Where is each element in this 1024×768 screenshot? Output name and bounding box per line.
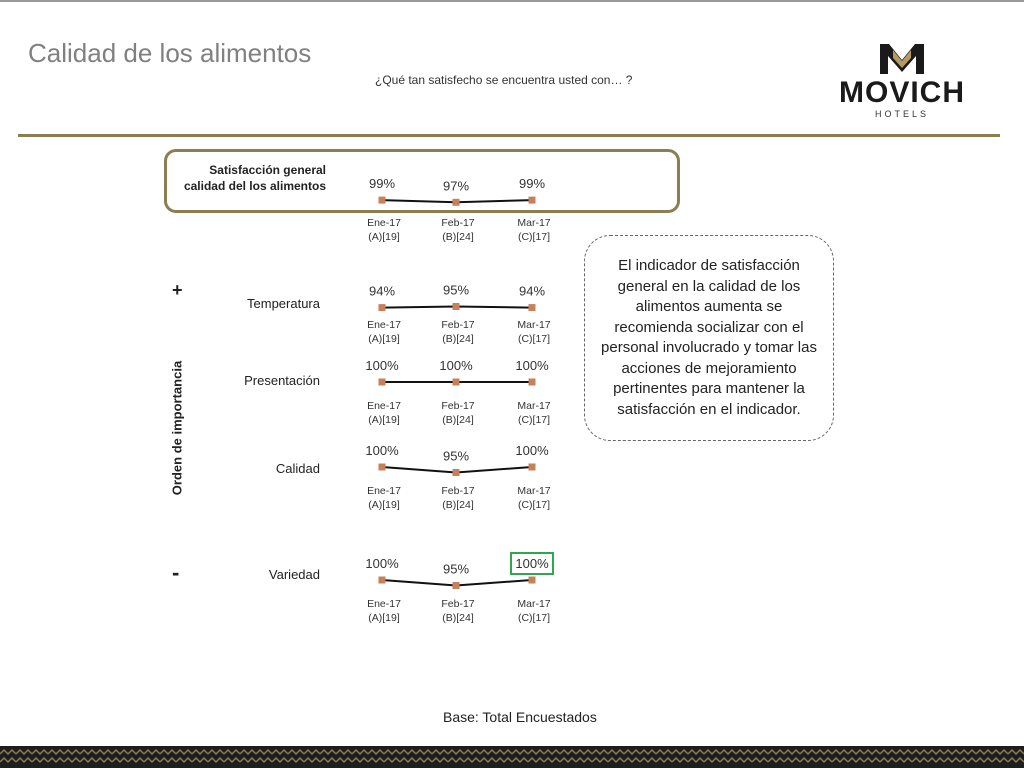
data-label-2-1: 100% <box>439 358 473 373</box>
question-subtitle: ¿Qué tan satisfecho se encuentra usted con… ? <box>375 73 633 87</box>
data-label-4-0: 100% <box>365 556 399 571</box>
tick-label-2-2-sample: (C)[17] <box>517 414 551 426</box>
tick-label-1-2-month: Mar-17 <box>517 319 551 331</box>
row-label-calidad: Calidad <box>275 461 320 476</box>
tick-label-3-0-sample: (A)[19] <box>368 499 400 511</box>
tick-label-2-1-month: Feb-17 <box>441 400 475 412</box>
data-point-3-1 <box>453 469 460 476</box>
data-point-3-2 <box>529 464 536 471</box>
trend-chart-1 <box>367 283 551 346</box>
tick-label-3-2-sample: (C)[17] <box>517 499 551 511</box>
tick-label-2-0-month: Ene-17 <box>367 400 401 412</box>
tick-label-0-1-sample: (B)[24] <box>442 231 474 243</box>
minus-sign: - <box>172 560 180 585</box>
data-point-0-0 <box>379 197 386 204</box>
data-label-3-0: 100% <box>365 443 399 458</box>
data-label-4-2: 100% <box>515 556 549 571</box>
data-point-1-2 <box>529 304 536 311</box>
data-point-1-0 <box>379 304 386 311</box>
tick-label-1-1-sample: (B)[24] <box>442 333 474 345</box>
tick-label-4-1-sample: (B)[24] <box>442 612 474 624</box>
tick-label-1-1-month: Feb-17 <box>441 319 475 331</box>
data-label-1-0: 94% <box>368 283 396 299</box>
data-label-4-1: 95% <box>442 561 470 577</box>
trend-chart-0 <box>367 176 551 243</box>
logo-tagline: HOTELS <box>874 109 930 119</box>
data-label-3-2: 100% <box>515 443 549 458</box>
tick-label-4-1-month: Feb-17 <box>441 598 475 610</box>
row-label-variedad: Variedad <box>268 567 320 582</box>
summary-label-line-1: Satisfacción general <box>209 163 326 177</box>
base-note: Base: Total Encuestados <box>443 709 597 725</box>
tick-label-4-2-month: Mar-17 <box>517 598 551 610</box>
logo-brand: MOVICH <box>839 76 965 109</box>
tick-label-0-2-month: Mar-17 <box>517 217 551 229</box>
trend-chart-4 <box>365 553 553 624</box>
data-point-4-1 <box>453 582 460 589</box>
data-point-0-2 <box>529 197 536 204</box>
tick-label-1-0-month: Ene-17 <box>367 319 401 331</box>
summary-label-line-2: calidad del los alimentos <box>183 179 326 193</box>
data-label-3-1: 95% <box>442 448 470 464</box>
tick-label-0-0-month: Ene-17 <box>367 217 401 229</box>
data-label-1-1: 95% <box>442 282 470 298</box>
page-title: Calidad de los alimentos <box>28 38 312 68</box>
tick-label-3-1-sample: (B)[24] <box>442 499 474 511</box>
insight-note <box>584 235 834 441</box>
data-label-1-2: 94% <box>518 283 546 299</box>
data-label-0-0: 99% <box>368 176 396 192</box>
data-point-3-0 <box>379 464 386 471</box>
tick-label-4-0-sample: (A)[19] <box>368 612 400 624</box>
data-point-4-0 <box>379 577 386 584</box>
tick-label-2-1-sample: (B)[24] <box>442 414 474 426</box>
tick-label-4-2-sample: (C)[17] <box>517 612 551 624</box>
row-label-temperatura: Temperatura <box>247 296 320 311</box>
tick-label-4-0-month: Ene-17 <box>367 598 401 610</box>
tick-label-0-0-sample: (A)[19] <box>368 231 400 243</box>
axis-title: Orden de importancia <box>169 360 185 496</box>
insight-note-text: El indicador de satisfacción general en la calidad de los alimentos aumenta se recomienda socializar con el personal involucrado y tomar las acciones de mejoramiento pertinentes para mantener la satisfacción en el indicador. <box>601 257 817 418</box>
trend-chart-2 <box>365 358 550 426</box>
data-point-2-1 <box>453 379 460 386</box>
tick-label-3-2-month: Mar-17 <box>517 485 551 497</box>
trend-chart-3 <box>365 443 550 511</box>
data-point-1-1 <box>453 303 460 310</box>
tick-label-2-0-sample: (A)[19] <box>368 414 400 426</box>
decorative-footer <box>0 746 1024 768</box>
data-point-4-2 <box>529 577 536 584</box>
data-label-2-0: 100% <box>365 358 399 373</box>
plus-sign: + <box>172 280 183 300</box>
tick-label-0-1-month: Feb-17 <box>441 217 475 229</box>
data-point-0-1 <box>453 199 460 206</box>
data-point-2-0 <box>379 379 386 386</box>
data-label-0-1: 97% <box>442 178 470 194</box>
data-label-2-2: 100% <box>515 358 549 373</box>
tick-label-1-0-sample: (A)[19] <box>368 333 400 345</box>
tick-label-1-2-sample: (C)[17] <box>517 333 551 345</box>
tick-label-3-1-month: Feb-17 <box>441 485 475 497</box>
tick-label-3-0-month: Ene-17 <box>367 485 401 497</box>
tick-label-2-2-month: Mar-17 <box>517 400 551 412</box>
data-label-0-2: 99% <box>518 176 546 192</box>
data-point-2-2 <box>529 379 536 386</box>
row-label-presentacion: Presentación <box>244 373 320 388</box>
tick-label-0-2-sample: (C)[17] <box>517 231 551 243</box>
